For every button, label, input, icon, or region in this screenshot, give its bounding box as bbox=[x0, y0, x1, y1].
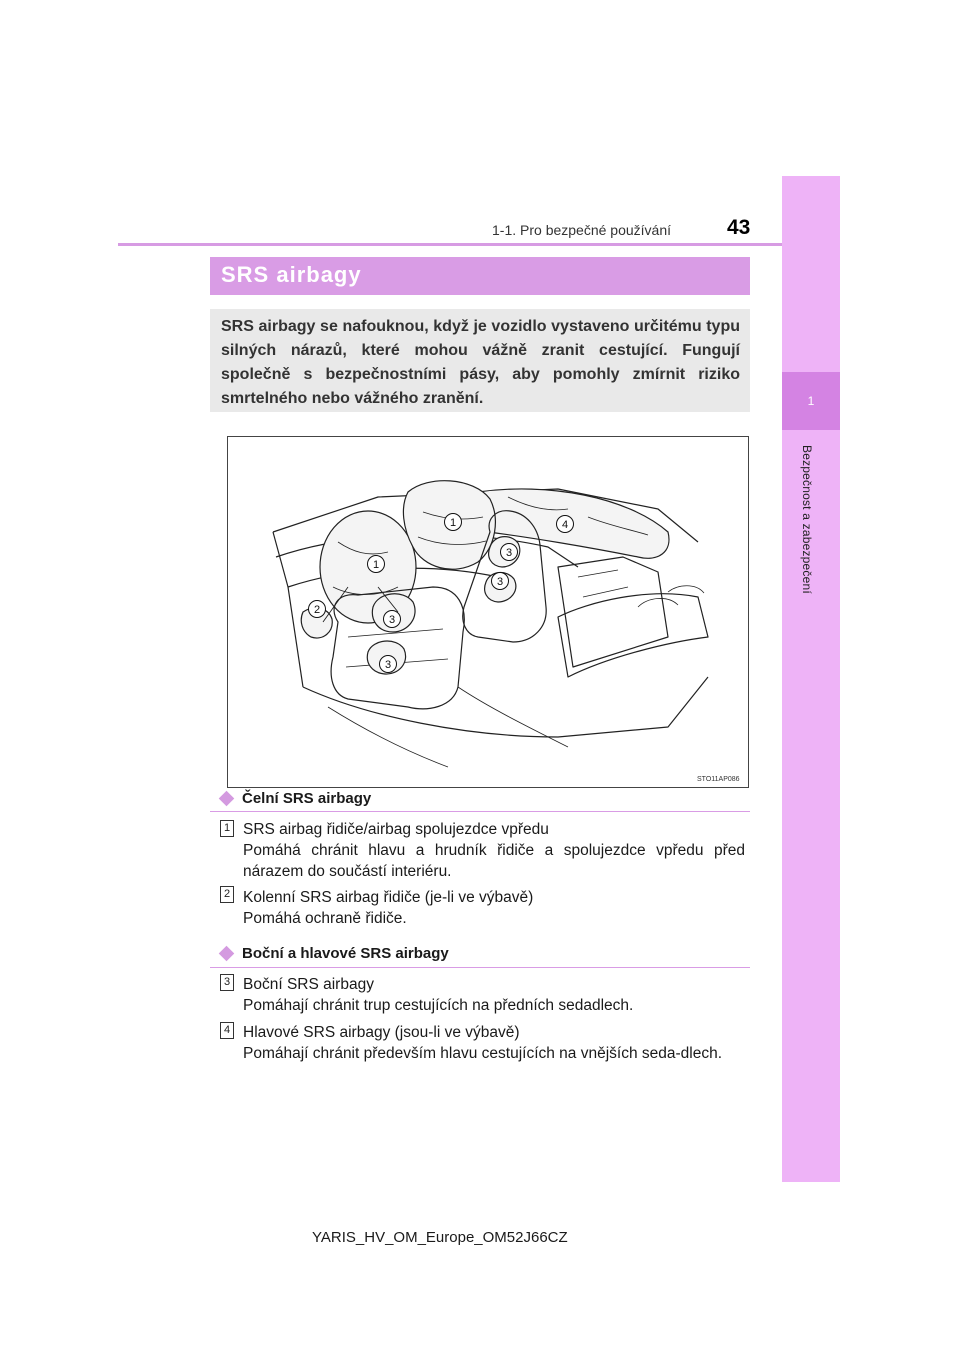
illustration-code: STO11AP086 bbox=[697, 776, 740, 783]
item-1-title: SRS airbag řidiče/airbag spolujezdce vpředu bbox=[243, 821, 549, 838]
callout-2 bbox=[309, 601, 326, 618]
item-1-description: Pomáhá chránit hlavu a hrudník řidiče a spolujezdce vpředu před nárazem do součástí interiéru. bbox=[243, 842, 745, 880]
item-3-title: Boční SRS airbagy bbox=[243, 976, 374, 993]
svg-text:3: 3 bbox=[384, 659, 392, 671]
callout-3-passenger-lower bbox=[492, 573, 509, 590]
svg-text:1: 1 bbox=[372, 559, 380, 571]
callout-4 bbox=[557, 516, 574, 533]
item-4 bbox=[243, 1022, 745, 1064]
item-3 bbox=[243, 974, 745, 1016]
header-divider bbox=[118, 243, 840, 246]
chapter-title: Bezpečnost a zabezpečení bbox=[800, 445, 814, 594]
airbag-illustration bbox=[227, 436, 749, 788]
svg-text:3: 3 bbox=[505, 547, 513, 559]
section-heading-side: Boční a hlavové SRS airbagy bbox=[242, 945, 449, 962]
svg-text:1: 1 bbox=[449, 517, 457, 529]
svg-text:2: 2 bbox=[313, 604, 321, 616]
section-divider bbox=[210, 811, 750, 812]
item-3-description: Pomáhají chránit trup cestujících na předních sedadlech. bbox=[243, 997, 634, 1014]
header-section-title: 1-1. Pro bezpečné používání bbox=[492, 222, 672, 238]
item-2-description: Pomáhá ochraně řidiče. bbox=[243, 910, 407, 927]
item-2-title: Kolenní SRS airbag řidiče (je-li ve výbavě) bbox=[243, 889, 534, 906]
callout-3-passenger-upper bbox=[501, 544, 518, 561]
section-heading-front: Čelní SRS airbagy bbox=[242, 790, 372, 807]
item-number-2: 2 bbox=[220, 886, 234, 903]
item-4-description: Pomáhají chránit především hlavu cestujících na vnějších seda-dlech. bbox=[243, 1045, 723, 1062]
intro-text: SRS airbagy se nafouknou, když je vozidlo vystaveno určitému typu silných nárazů, které mohou vážně zranit cestující. Fungují společně s bezpečnostními pásy, aby pomohly zmírnit riziko smrtelného nebo vážného zranění. bbox=[221, 318, 740, 407]
item-number-1: 1 bbox=[220, 820, 234, 837]
diamond-bullet-icon bbox=[219, 946, 235, 962]
item-2 bbox=[243, 887, 745, 929]
callout-1-passenger bbox=[445, 514, 462, 531]
svg-text:4: 4 bbox=[561, 519, 569, 531]
section-divider bbox=[210, 967, 750, 968]
page-number: 43 bbox=[727, 216, 751, 239]
svg-text:3: 3 bbox=[388, 614, 396, 626]
item-1 bbox=[243, 819, 745, 882]
item-number-4: 4 bbox=[220, 1022, 234, 1039]
diamond-bullet-icon bbox=[219, 791, 235, 807]
item-number-3: 3 bbox=[220, 974, 234, 991]
chapter-number: 1 bbox=[782, 372, 840, 430]
footer-document-id: YARIS_HV_OM_Europe_OM52J66CZ bbox=[312, 1229, 568, 1246]
page-title: SRS airbagy bbox=[221, 262, 362, 287]
callout-1-driver bbox=[368, 556, 385, 573]
callout-3-driver-upper bbox=[384, 611, 401, 628]
car-interior-drawing bbox=[228, 437, 748, 787]
item-4-title: Hlavové SRS airbagy (jsou-li ve výbavě) bbox=[243, 1024, 520, 1041]
svg-text:3: 3 bbox=[496, 576, 504, 588]
chapter-side-tab bbox=[782, 176, 840, 1182]
callout-3-driver-lower bbox=[380, 656, 397, 673]
